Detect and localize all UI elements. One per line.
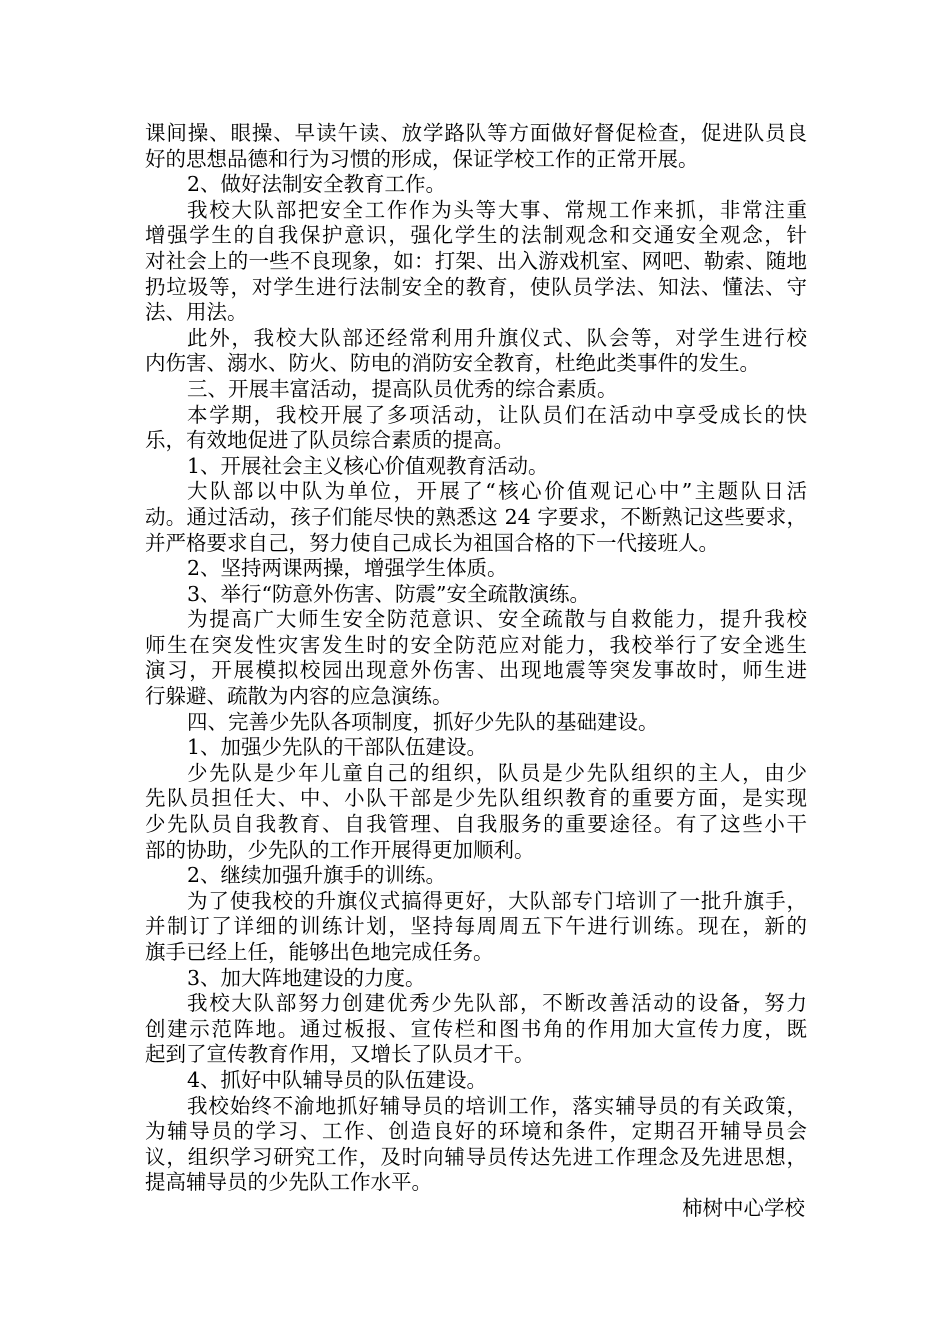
text-line: 并严格要求自己，努力使自己成长为祖国合格的下一代接班人。 (145, 530, 719, 555)
text-line: 乐，有效地促进了队员综合素质的提高。 (145, 428, 514, 453)
text-line: 行躲避、疏散为内容的应急演练。 (145, 684, 453, 709)
text-line: 扔垃圾等，对学生进行法制安全的教育，使队员学法、知法、懂法、守 (145, 274, 807, 299)
section-heading: 三、开展丰富活动，提高队员优秀的综合素质。 (187, 376, 618, 401)
section-heading: 2、做好法制安全教育工作。 (187, 172, 447, 197)
text-line: 我校大队部努力创建优秀少先队部，不断改善活动的设备，努力 (187, 991, 807, 1016)
text-line: 法、用法。 (145, 300, 248, 325)
section-heading: 3、举行“防意外伤害、防震”安全疏散演练。 (187, 581, 591, 606)
document-body (145, 121, 807, 1196)
text-line: 起到了宣传教育作用，又增长了队员才干。 (145, 1042, 535, 1067)
text-line: 我校大队部把安全工作作为头等大事、常规工作来抓，非常注重 (187, 197, 807, 222)
section-heading: 4、抓好中队辅导员的队伍建设。 (187, 1067, 488, 1092)
text-line: 动。通过活动，孩子们能尽快的熟悉这 24 字要求，不断熟记这些要求， (145, 504, 807, 529)
text-line: 议，组织学习研究工作，及时向辅导员传达先进工作理念及先进思想， (145, 1144, 807, 1169)
text-line: 大队部以中队为单位，开展了“核心价值观记心中”主题队日活 (187, 479, 807, 504)
text-line: 先队员担任大、中、小队干部是少先队组织教育的重要方面，是实现 (145, 786, 807, 811)
text-line: 此外，我校大队部还经常利用升旗仪式、队会等，对学生进行校 (187, 325, 807, 350)
section-heading: 四、完善少先队各项制度，抓好少先队的基础建设。 (187, 709, 659, 734)
text-line: 为提高广大师生安全防范意识、安全疏散与自救能力，提升我校 (187, 607, 807, 632)
text-line: 提高辅导员的少先队工作水平。 (145, 1170, 432, 1195)
text-line: 部的协助，少先队的工作开展得更加顺利。 (145, 837, 535, 862)
text-line: 为辅导员的学习、工作、创造良好的环境和条件，定期召开辅导员会 (145, 1119, 807, 1144)
text-line: 增强学生的自我保护意识，强化学生的法制观念和交通安全观念，针 (145, 223, 807, 248)
signature: 柿树中心学校 (682, 1196, 805, 1220)
section-heading: 3、加大阵地建设的力度。 (187, 965, 426, 990)
text-line: 少先队是少年儿童自己的组织，队员是少先队组织的主人，由少 (187, 760, 807, 785)
text-line: 师生在突发性灾害发生时的安全防范应对能力，我校举行了安全逃生 (145, 632, 807, 657)
section-heading: 2、坚持两课两操，增强学生体质。 (187, 556, 508, 581)
text-line: 好的思想品德和行为习惯的形成，保证学校工作的正常开展。 (145, 146, 699, 171)
text-line: 旗手已经上任，能够出色地完成任务。 (145, 940, 494, 964)
text-line: 对社会上的一些不良现象，如：打架、出入游戏机室、网吧、勒索、随地 (145, 248, 807, 273)
text-line: 课间操、眼操、早读午读、放学路队等方面做好督促检查，促进队员良 (145, 121, 807, 145)
text-line: 我校始终不渝地抓好辅导员的培训工作，落实辅导员的有关政策， (187, 1093, 807, 1118)
section-heading: 1、加强少先队的干部队伍建设。 (187, 735, 488, 760)
text-line: 为了使我校的升旗仪式搞得更好，大队部专门培训了一批升旗手， (187, 888, 807, 913)
text-line: 少先队员自我教育、自我管理、自我服务的重要途径。有了这些小干 (145, 812, 807, 837)
section-heading: 1、开展社会主义核心价值观教育活动。 (187, 453, 549, 478)
text-line: 内伤害、溺水、防火、防电的消防安全教育，杜绝此类事件的发生。 (145, 351, 760, 376)
text-line: 本学期，我校开展了多项活动，让队员们在活动中享受成长的快 (187, 402, 807, 427)
text-line: 创建示范阵地。通过板报、宣传栏和图书角的作用加大宣传力度，既 (145, 1016, 807, 1041)
section-heading: 2、继续加强升旗手的训练。 (187, 863, 447, 888)
text-line: 并制订了详细的训练计划，坚持每周周五下午进行训练。现在，新的 (145, 914, 807, 939)
text-line: 演习，开展模拟校园出现意外伤害、出现地震等突发事故时，师生进 (145, 658, 807, 683)
